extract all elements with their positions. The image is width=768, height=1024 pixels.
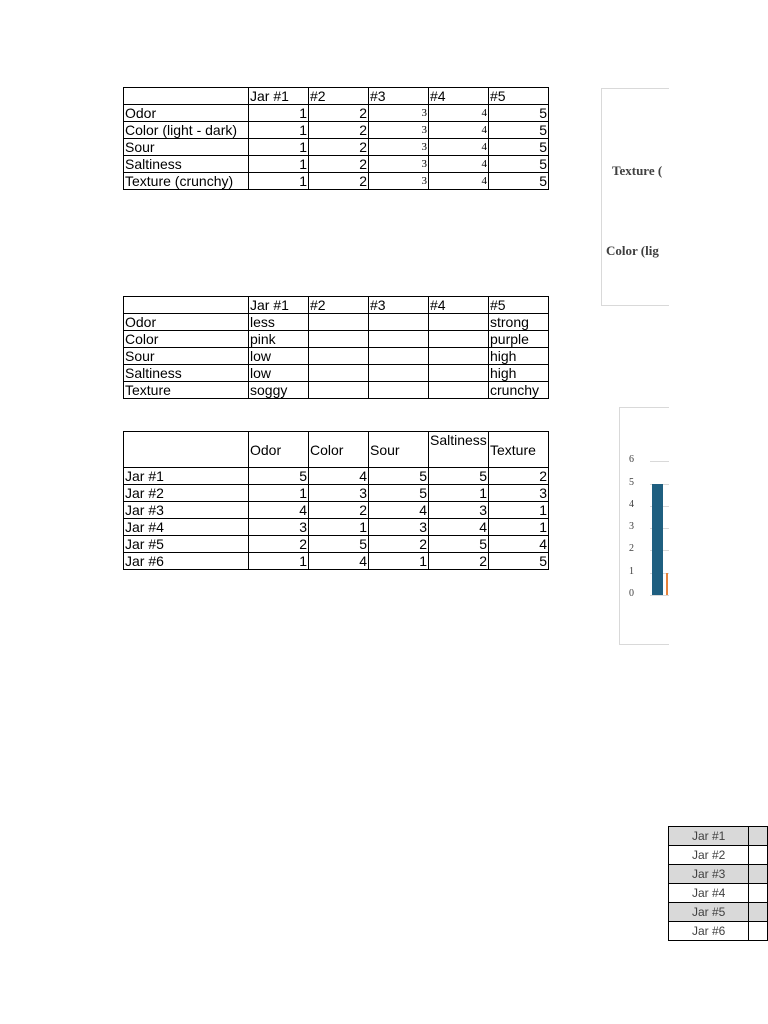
header-cell: #2: [309, 88, 369, 105]
row-label: Odor: [124, 314, 249, 331]
cell: 4: [429, 173, 489, 190]
header-cell: Jar #1: [249, 297, 309, 314]
cell: 4: [429, 519, 489, 536]
cell: 2: [309, 173, 369, 190]
cell: 3: [369, 173, 429, 190]
cell: high: [489, 365, 549, 382]
cell: 1: [249, 156, 309, 173]
cell: 3: [309, 485, 369, 502]
table-row: [124, 519, 549, 536]
header-cell: #3: [369, 297, 429, 314]
header-cell: Texture: [489, 432, 549, 468]
cell: 3: [249, 519, 309, 536]
legend-label: Jar #4: [669, 884, 749, 903]
legend-label: Jar #6: [669, 922, 749, 941]
cell: 2: [489, 468, 549, 485]
y-tick-label: 5: [629, 476, 634, 488]
cell: 5: [369, 485, 429, 502]
cell: 1: [369, 553, 429, 570]
cell: pink: [249, 331, 309, 348]
table-row: [124, 485, 549, 502]
cell: 2: [429, 553, 489, 570]
row-label: Color (light - dark): [124, 122, 249, 139]
cell: 1: [429, 485, 489, 502]
cell: [309, 348, 369, 365]
row-label: Saltiness: [124, 156, 249, 173]
cell: 5: [489, 553, 549, 570]
cell: [369, 314, 429, 331]
table-header-row: [124, 88, 549, 105]
legend-row: [669, 827, 768, 846]
cell: 4: [309, 553, 369, 570]
cell: 5: [309, 536, 369, 553]
rating-scale-table: [123, 87, 549, 190]
table-header-row: [124, 432, 549, 468]
header-cell: #5: [489, 88, 549, 105]
legend-label: Jar #2: [669, 846, 749, 865]
cell: [429, 314, 489, 331]
cell: crunchy: [489, 382, 549, 399]
header-cell: Color: [309, 432, 369, 468]
cell: [309, 331, 369, 348]
cell: [309, 314, 369, 331]
table-row: [124, 502, 549, 519]
row-label: Jar #4: [124, 519, 249, 536]
cell: high: [489, 348, 549, 365]
row-label: Saltiness: [124, 365, 249, 382]
cell: 5: [489, 122, 549, 139]
cell: 2: [309, 139, 369, 156]
header-cell: #4: [429, 88, 489, 105]
table-row: [124, 139, 549, 156]
header-cell: #2: [309, 297, 369, 314]
row-label: Jar #1: [124, 468, 249, 485]
cell: [369, 382, 429, 399]
cell: 3: [369, 122, 429, 139]
cell: low: [249, 348, 309, 365]
table-row: [124, 314, 549, 331]
cell: 4: [429, 139, 489, 156]
cell: 1: [249, 122, 309, 139]
header-cell: #4: [429, 297, 489, 314]
cell: [429, 331, 489, 348]
cell: 3: [369, 139, 429, 156]
jar-scores-table: [123, 431, 549, 570]
header-cell: Odor: [249, 432, 309, 468]
cell: 1: [249, 553, 309, 570]
legend-cell: [749, 903, 768, 922]
cell: 4: [429, 105, 489, 122]
radar-axis-label-texture: Texture (: [612, 163, 663, 178]
header-cell: [124, 88, 249, 105]
cell: 1: [309, 519, 369, 536]
bar-chart-panel[interactable]: [619, 407, 669, 645]
row-label: Jar #6: [124, 553, 249, 570]
cell: soggy: [249, 382, 309, 399]
cell: 4: [249, 502, 309, 519]
cell: purple: [489, 331, 549, 348]
header-cell: Saltiness: [429, 432, 489, 468]
legend-row: [669, 884, 768, 903]
header-cell: #3: [369, 88, 429, 105]
cell: low: [249, 365, 309, 382]
cell: [369, 348, 429, 365]
cell: 1: [249, 105, 309, 122]
cell: [429, 348, 489, 365]
cell: 5: [369, 468, 429, 485]
y-tick-label: 2: [629, 543, 634, 555]
cell: 5: [429, 468, 489, 485]
cell: [309, 382, 369, 399]
cell: [369, 331, 429, 348]
table-row: [124, 156, 549, 173]
header-cell: [124, 297, 249, 314]
table-row: [124, 553, 549, 570]
radar-chart-panel[interactable]: [601, 88, 669, 306]
bar-jar-2[interactable]: [666, 573, 668, 595]
table-row: [124, 382, 549, 399]
cell: 1: [249, 139, 309, 156]
legend-row: [669, 903, 768, 922]
table-row: [124, 536, 549, 553]
legend-cell: [749, 846, 768, 865]
bar-jar-1[interactable]: [652, 484, 663, 596]
cell: 3: [489, 485, 549, 502]
y-tick-label: 3: [629, 521, 634, 533]
row-label: Texture (crunchy): [124, 173, 249, 190]
legend-row: [669, 922, 768, 941]
legend-label: Jar #5: [669, 903, 749, 922]
cell: 4: [309, 468, 369, 485]
row-label: Texture: [124, 382, 249, 399]
cell: 5: [489, 105, 549, 122]
cell: 4: [429, 156, 489, 173]
table-row: [124, 331, 549, 348]
table-row: [124, 173, 549, 190]
radar-axis-label-color: Color (lig: [606, 243, 659, 258]
cell: 4: [429, 122, 489, 139]
cell: 2: [369, 536, 429, 553]
gridline: [650, 595, 669, 596]
cell: 1: [249, 485, 309, 502]
cell: 5: [489, 156, 549, 173]
cell: 1: [249, 173, 309, 190]
legend-label: Jar #3: [669, 865, 749, 884]
gridline: [650, 461, 669, 462]
cell: strong: [489, 314, 549, 331]
cell: [429, 365, 489, 382]
legend-row: [669, 846, 768, 865]
cell: 3: [369, 519, 429, 536]
cell: 5: [489, 139, 549, 156]
cell: 2: [309, 105, 369, 122]
legend-cell: [749, 922, 768, 941]
row-label: Jar #5: [124, 536, 249, 553]
header-cell: [124, 432, 249, 468]
y-tick-label: 4: [629, 498, 634, 510]
table-row: [124, 122, 549, 139]
table-row: [124, 468, 549, 485]
table-row: [124, 365, 549, 382]
cell: less: [249, 314, 309, 331]
row-label: Jar #2: [124, 485, 249, 502]
table-row: [124, 348, 549, 365]
cell: 4: [369, 502, 429, 519]
legend-cell: [749, 865, 768, 884]
chart-legend-table: [668, 826, 768, 941]
cell: [309, 365, 369, 382]
cell: 3: [429, 502, 489, 519]
legend-row: [669, 865, 768, 884]
cell: 5: [249, 468, 309, 485]
cell: 3: [369, 156, 429, 173]
cell: 5: [429, 536, 489, 553]
cell: 1: [489, 502, 549, 519]
cell: 5: [489, 173, 549, 190]
row-label: Odor: [124, 105, 249, 122]
header-cell: Sour: [369, 432, 429, 468]
legend-label: Jar #1: [669, 827, 749, 846]
cell: 4: [489, 536, 549, 553]
legend-cell: [749, 884, 768, 903]
row-label: Jar #3: [124, 502, 249, 519]
cell: 1: [489, 519, 549, 536]
table-header-row: [124, 297, 549, 314]
y-tick-label: 6: [629, 454, 634, 466]
cell: [369, 365, 429, 382]
cell: 2: [249, 536, 309, 553]
cell: 2: [309, 122, 369, 139]
y-tick-label: 1: [629, 565, 634, 577]
row-label: Sour: [124, 348, 249, 365]
legend-cell: [749, 827, 768, 846]
row-label: Sour: [124, 139, 249, 156]
row-label: Color: [124, 331, 249, 348]
header-cell: Jar #1: [249, 88, 309, 105]
table-row: [124, 105, 549, 122]
cell: 2: [309, 156, 369, 173]
cell: [429, 382, 489, 399]
cell: 2: [309, 502, 369, 519]
cell: 3: [369, 105, 429, 122]
header-cell: #5: [489, 297, 549, 314]
y-tick-label: 0: [629, 588, 634, 599]
descriptor-table: [123, 296, 549, 399]
